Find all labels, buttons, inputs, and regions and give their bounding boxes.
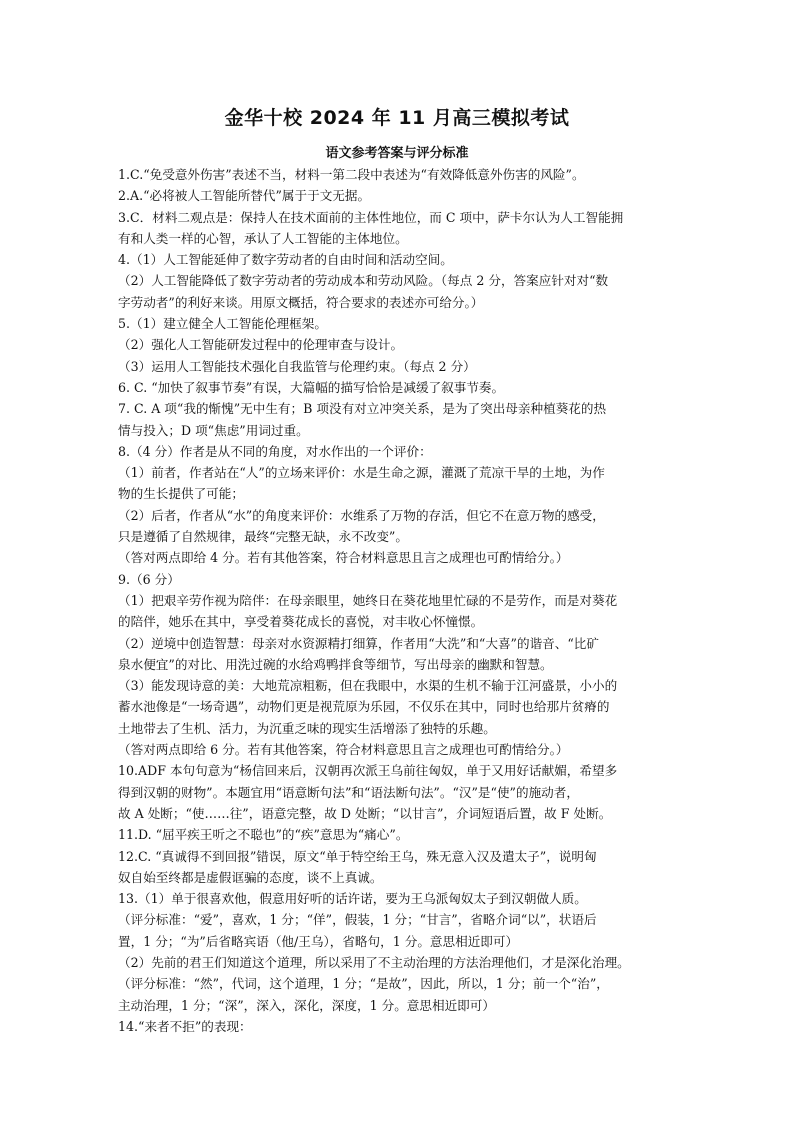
text-line: 物的生长提供了可能； <box>118 486 244 502</box>
text-line: 土地带去了生机、活力，为沉重乏味的现实生活增添了独特的乐趣。 <box>118 720 496 736</box>
text-line: 2.A.“必将被人工智能所替代”属于于文无据。 <box>118 188 371 204</box>
text-line: 9.（6 分） <box>118 571 180 587</box>
text-line: （1）前者，作者站在“人”的立场来评价：水是生命之源，灌溉了荒凉干旱的土地，为作 <box>118 465 605 481</box>
text-line: 6. C. “加快了叙事节奏”有误，大篇幅的描写恰恰是减缓了叙事节奏。 <box>118 379 505 395</box>
text-line: （答对两点即给 4 分。若有其他答案，符合材料意思且言之成理也可酌情给分。） <box>118 550 569 566</box>
text-line: 奴自始至终都是虚假诓骗的态度，谈不上真诚。 <box>118 869 383 885</box>
page-title: 金华十校 2024 年 11 月高三模拟考试 <box>224 107 570 129</box>
text-line: 5.（1）建立健全人工智能伦理框架。 <box>118 316 327 332</box>
text-line: 有和人类一样的心智，承认了人工智能的主体地位。 <box>118 230 408 246</box>
text-line: （2）人工智能降低了数字劳动者的劳动成本和劳动风险。（每点 2 分，答案应针对对“数 <box>118 273 609 289</box>
text-line: 11.D. “屈平疾王听之不聪也”的“疾”意思为“痛心”。 <box>118 827 409 843</box>
page-subtitle: 语文参考答案与评分标准 <box>325 146 469 161</box>
text-line: 故 A 处断；“使……往”，语意完整，故 D 处断；“以甘言”，介词短语后置，故 F 处断。 <box>118 805 612 821</box>
text-line: 3.C．材料二观点是：保持人在技术面前的主体性地位，而 C 项中，萨卡尔认为人工智能拥 <box>118 209 624 225</box>
text-line: （2）后者，作者从“水”的角度来评价：水维系了万物的存活，但它不在意万物的感受， <box>118 507 605 523</box>
text-line: 情与投入；D 项“焦虑”用词过重。 <box>118 422 309 438</box>
text-line: 1.C.“免受意外伤害”表述不当，材料一第二段中表述为“有效降低意外伤害的风险”。 <box>118 167 585 182</box>
text-line: 8.（4 分）作者是从不同的角度，对水作出的一个评价： <box>118 443 432 459</box>
text-line: 12.C. “真诚得不到回报”错误，原文“单于特空绐王乌，殊无意入汉及遣太子”，说明匈 <box>118 848 597 864</box>
text-line: （3）运用人工智能技术强化自我监管与伦理约束。（每点 2 分） <box>118 358 476 374</box>
text-line: 的陪伴，她乐在其中，享受着葵花成长的喜悦，对丰收心怀憧憬。 <box>118 614 484 630</box>
text-line: （2）逆境中创造智慧：母亲对水资源精打细算，作者用“大洗”和“大喜”的谐音、“比矿 <box>118 635 599 651</box>
answer-body <box>118 164 684 1037</box>
text-line: （评分标准：“然”，代词，这个道理，1 分；“是故”，因此，所以，1 分；前一个“治”， <box>118 976 609 992</box>
text-line: （2）强化人工智能研发过程中的伦理审查与设计。 <box>118 337 404 353</box>
text-line: 置，1 分；“为”后省略宾语（他/王乌），省略句，1 分。意思相近即可） <box>118 933 519 949</box>
text-line: 只是遵循了自然规律，最终“完整无缺，永不改变”。 <box>118 529 408 545</box>
text-line: 得到汉朝的财物”。本题宜用“语意断句法”和“语法断句法”。“汉”是“使”的施动者， <box>118 784 579 800</box>
text-line: 7. C. A 项“我的惭愧”无中生有；B 项没有对立冲突关系，是为了突出母亲种植葵花的热 <box>118 401 607 417</box>
text-line: 14.“来者不拒”的表现： <box>118 1018 252 1034</box>
text-line: （答对两点即给 6 分。若有其他答案，符合材料意思且言之成理也可酌情给分。） <box>118 742 569 758</box>
text-line: （2）先前的君王们知道这个道理，所以采用了不主动治理的方法治理他们，才是深化治理。 <box>118 954 630 970</box>
text-line: （评分标准：“爱”，喜欢，1 分；“佯”，假装，1 分；“甘言”，省略介词“以”，状语后 <box>118 912 597 928</box>
text-line: （1）把艰辛劳作视为陪伴：在母亲眼里，她终日在葵花地里忙碌的不是劳作，而是对葵花 <box>118 592 618 608</box>
text-line: 4.（1）人工智能延伸了数字劳动者的自由时间和活动空间。 <box>118 252 453 268</box>
text-line: 13.（1）单于很喜欢他，假意用好听的话许诺，要为王乌派匈奴太子到汉朝做人质。 <box>118 891 587 907</box>
text-line: 字劳动者”的利好来谈。用原文概括，符合要求的表述亦可给分。） <box>118 294 484 310</box>
text-line: 泉水便宜”的对比、用洗过碗的水给鸡鸭拌食等细节，写出母亲的幽默和智慧。 <box>118 656 553 672</box>
text-line: 10.ADF 本句句意为“杨信回来后，汉朝再次派王乌前往匈奴，单于又用好话献媚，希望多 <box>118 763 618 779</box>
text-line: （3）能发现诗意的美：大地荒凉粗粝，但在我眼中，水渠的生机不输于江河盛景，小小的 <box>118 678 618 694</box>
text-line: 蓄水池像是“一场奇遇”，动物们更是视荒原为乐园，不仅乐在其中，同时也给那片贫瘠的 <box>118 699 610 715</box>
text-line: 主动治理，1 分；“深”，深入，深化，深度，1 分。意思相近即可） <box>118 997 495 1013</box>
